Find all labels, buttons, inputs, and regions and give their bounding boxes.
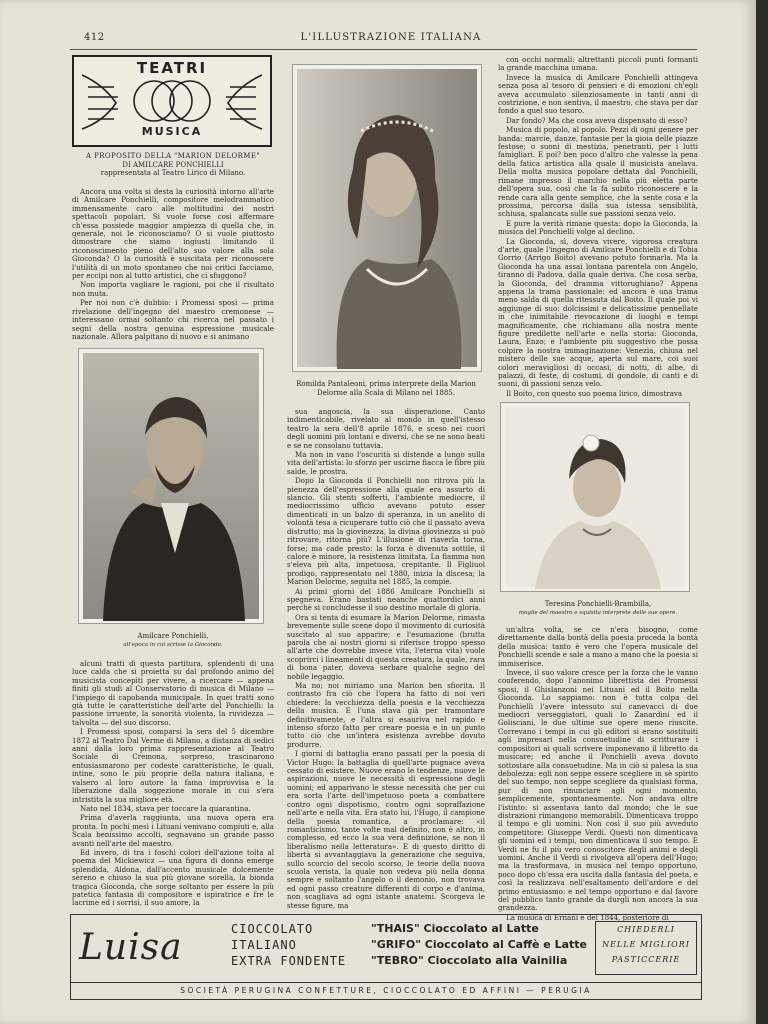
paragraph: Ora si tenta di esumare la Marion Delorme, rimasta brevemente sulle scene dopo il movimento di curiosità suscitato al suo apparire; e l'esumazione (brutta parola che ai nostri giorni si riferisce troppo spesso all'arte che dovrebbe invece vita, l'eterna vita) vuole scoprirci i lineamenti di questa creatura, la quale, rara di bona pater, doveva serbare qualche segno del nobile legaggio. xyxy=(287,612,485,681)
portrait-woman-icon xyxy=(297,69,479,369)
article-subtitle: rappresentata al Teatro Lirico di Milano. xyxy=(100,169,246,178)
paragraph: Invece, il suo valore cresce per la forza che le vanno conferendo, dopo l'anonimo librettista dei Promessi sposi, il Ghislanzoni nei Lituani ed il Boito nella Gioconda. Lo sappiamo: non è tutta colpa del Ponchielli l'avere intessuto sui canevacci di due mediocri verseggiatori, quali lo Zanardini ed il Golisciani, le due ultime sue opere meno riuscite. Correvano i tempi in cui gli editori si erano sostituiti agli impresari nella consuetudine di scritturare i compositori ai quali scrivere imponevano il libretto da musicare; ed anche il Ponchielli aveva dovuto sottostare alla consuetudine. Ma in ciò si palesa la sua debolezza: egli non seppe essere scegliere in sè spirito del suo tempo, non seppe scegliere da qualsiasi forma, pur di non rinunciare agli ogni momento, semplicemente, spontaneamente. Non andava oltre l'istinto: si assentava tanto dal mondo; che le sue distrazioni rimangono memorabili. Dimenticava troppo il tempo e gli uomini. Non così il suo più avveduto competitore: Giuseppe Verdi. Questi non dimenticava gli uomini ed i tempi, non dimenticava il suo tempo. E Verdi ne fu il più vero conoscitore degli animi e degli uomini. Anche il Verdi si rivolgeva all'opera dell'Hugo; ma la trasformava, in musica nel tempo opportuno, poco dopo ch'essa era uscita dalla fantasia del poeta, e così la realizzava nell'esaltamento dell'ardore e del primo entusiasmo: e nel tempo opportuno e dal favore del pubblico tanto grande da durgli non ancora la sua grandezza. xyxy=(498,668,698,913)
pantaleoni-portrait xyxy=(292,64,482,372)
paragraph: Invece la musica di Amilcare Ponchielli attingeva senza posa al tesoro di pensieri e di emozioni ch'egli aveva accumulato silenziosamente in tanti anni di costrizione, e non sentiva, il maestro, che stava per dar fondo a quel suo tesoro. xyxy=(498,72,698,116)
logo-title: TEATRI xyxy=(136,59,208,77)
logo-subtitle: MUSICA xyxy=(141,125,203,138)
caption-title: Teresina Ponchielli-Brambilla, xyxy=(544,600,652,608)
article-title: A PROPOSITO DELLA "MARION DELORME" xyxy=(86,152,260,160)
article-author: DI AMILCARE PONCHIELLI xyxy=(122,160,224,169)
ad-item: "GRIFO" Cioccolato al Caffè e Latte xyxy=(371,938,588,951)
caption-title: Amilcare Ponchielli, xyxy=(137,632,209,640)
portrait-man-icon xyxy=(83,353,261,621)
paragraph: Nato nel 1834, stava per toccare la quarantina. xyxy=(80,803,251,813)
article-heading xyxy=(72,152,274,178)
page-number: 412 xyxy=(84,32,105,43)
header-rule xyxy=(70,49,697,50)
paragraph: La musica di Ernani è del 1844, posteriore di xyxy=(506,912,669,922)
binding-edge xyxy=(756,0,768,1024)
teatri-musica-logo xyxy=(72,55,272,147)
paragraph: Il Boito, con questo suo poema lirico, dimostrava xyxy=(506,388,683,398)
paragraph: sua angoscia, la sua disperazione. Canto indimenticabile, rivelato al mondo in quell'istesso teatro la sera dell'8 aprile 1876, e sceso nei cuori degli uomini più lontani e diversi, che se ne sono beati e se ne consolano tuttavia. xyxy=(287,407,485,450)
paragraph: Ma no; noi miriamo una Marion ben sfiorita. Il contrasto fra ciò che l'opera ha fatto di noi veri chiedere: la vecchiezza della poesia e la vecchiezza della musica. E l'una stava già per tramontare definitivamente, e l'altra si esauriva nel rapido e intenso sforzo fatto per creare poesia e in un punto tutto ciò che un'intera esistenza avrebbe dovuto produrre. xyxy=(287,681,485,749)
column-2 xyxy=(287,408,485,908)
pantaleoni-caption: Romilda Pantaleoni, prima interprete della Marion Delorme alla Scala di Milano nel 1885. xyxy=(296,380,476,397)
brambilla-portrait xyxy=(500,402,690,592)
paragraph: I giorni di battaglia erano passati per la poesia di Victor Hugo: la battaglia di quell'arte pugnace aveva cessato di esistere. Nuove erano le tendenze, nuove le aspirazioni, nuove le necessità di espressione degli uomini; ed apparivano le stesse necessità che per cui era sorta l'arte dell'impetuoso poeta a combattere contro ogni dispotismo, contro ogni sopraffazione nell'arte e nella vita. Era stato lui, l'Hugo, il campione della poesia romantica, a proclamare: «il romanticismo, tante volte mal definito, non è altro, in complesso, ed ecco la sua vera definizione, se non il liberalismo nella letteratura». E di questo diritto di libertà si avvantaggiava la generazione che seguiva, sullo scorcio del secolo scorso, le teorie della nuova scuola verista, la quale non vedeva più nella donna sempre e soltanto l'angelo o il demonio, non trovava ed ogni passo creature differenti di corpo e d'anima, non scagliava ad ogni istante anatemi. Scorgeva le stesse figure, ma xyxy=(287,749,485,910)
ad-product-list xyxy=(371,921,587,969)
caption-subtitle: all'epoca in cui scrisse la Gioconda. xyxy=(123,641,223,648)
ad-footer: SOCIETÀ PERUGINA CONFETTURE, CIOCCOLATO ED AFFINI — PERUGIA xyxy=(71,982,701,995)
ad-product-lines xyxy=(231,921,346,969)
magazine-title: L'ILLUSTRAZIONE ITALIANA xyxy=(300,32,482,43)
paragraph: E pure la verità rimane questa: dopo la Gioconda, la musica del Ponchielli volge al declino. xyxy=(498,218,698,237)
paragraph: Ancora una volta si desta la curiosità intorno all'arte di Amilcare Ponchielli, compositore melodrammatico immensamente caro alle moltitudini dei nostri spettacoli popolari. Si vuole forse così affermare ch'essa possiede maggior ampiezza di quella che, in generale, noi le riconosciamo? O si vuole piuttosto dimostrare che siamo ingiusti limitando il riconoscimento pieno dell'alto suo valore alla sola Gioconda? O la curiosità è suscitata per riconoscere l'utilità di un moto spontaneo che noi critici facciamo, per eccipi non al tutto artistici, che ci sfuggono? xyxy=(72,187,274,281)
paragraph: alcuni tratti di questa partitura, splendenti di una luce calda che si proietta su dal profondo animo del musicista concepiti per vivere, a ricercare — appena finiti gli studi al Conservatorio di musica di Milano — l'impiego di capobanda municipale. In quei tratti sono già tutte le caratteristiche dell'arte del Ponchielli: la passione irruente, la sonorità violenta, la ruvidezza — talvolta — del suo discorso. xyxy=(72,659,274,727)
paragraph: Non importa vagliare le ragioni, poi che il risultato non muta. xyxy=(72,280,274,298)
ad-box-line: CHIEDERLI xyxy=(617,925,675,934)
ad-where-box xyxy=(595,921,697,975)
column-1-bottom xyxy=(72,660,274,906)
ad-box-line: PASTICCERIE xyxy=(611,955,681,964)
ad-item: "THAIS" Cioccolato al Latte xyxy=(371,922,539,935)
paragraph: Dar fondo? Ma che cosa aveva dispensato di esso? xyxy=(506,115,688,125)
portrait-woman-icon xyxy=(505,407,687,589)
page-header xyxy=(84,32,698,50)
paragraph: Ed invero, di tra i foschi colori dell'azione tolta al poema del Mickiewicz — una figura di donna emerge splendida, Aldona, dall'accento musicale dolcemente sereno e chiuso la sua più giovane sorella, la bionda tragica Gioconda, che sorge soltanto per essere la più patetica fantasia di compositore e ispiratrice e fre le lacrime ed i sorrisi, il suo amore, la xyxy=(72,847,274,908)
paragraph: Ai primi giorni del 1886 Amilcare Ponchielli si spegneva. Erano bastati neanche quattordici anni perchè si concludesse il suo destino mortale di gloria. xyxy=(287,586,485,613)
column-3-top xyxy=(498,56,698,396)
caption-subtitle: moglie del maestro e squisita interprete delle sue opere. xyxy=(518,609,678,616)
ad-line: EXTRA FONDENTE xyxy=(231,954,347,968)
paragraph: Dopo la Gioconda il Ponchielli non ritrova più la pienezza dell'espressione alla quale era assurto di slancio. Gli stenti sofferti, l'ambiente mediocre, il mediocrissimo ufficio avevano potuto esser dimenticati in un balzo di speranza, in un anelito di volontà tesa a ricuperare tutto ciò che il passato aveva distrutto; ma la giovinezza, la divina giovinezza si può ritrovare, ritorna più? L'illusione di riaverla torna, forse; ma cade presto: la forza è divenuta sottile, il calore è minore, la resistenza limitata. La fiamma non s'eleva più alta, impetuosa, crepitante. Il Figliuol prodigo, rappresentato nel 1880, inizia la discesa; la Marion Delorme, seguita nel 1885, la compie. xyxy=(287,476,485,587)
brambilla-caption xyxy=(498,600,698,617)
perugina-advertisement xyxy=(70,914,702,1000)
ponchielli-portrait xyxy=(78,348,264,624)
ad-brand-logo: Luisa xyxy=(79,927,183,968)
paragraph: Per noi non c'è dubbio: i Promessi sposi — prima rivelazione dell'ingegno del maestro cremonese — interessano ormai soltanto chi ricerca nel passato i segni della nostra genuina espressione musicale nazionale. Allora palpitano di nuovo e si animano xyxy=(72,298,274,341)
paragraph: Musica di popolo, al popolo. Pezzi di ogni genere per banda: marcie, danze, fantasie per la gioia delle piazze festose; o suoni di mestizia, penetranti, per i lutti famigliari. E poi? ben poco d'altro che valesse la pena della fatica artistica alla quale il musicista anelava. Della molta musica popolare dettata dal Ponchielli, rimane impresso il marchio nella più eletta parte dell'opera sua, così che la fa subito riconoscere e la rende cara alla gente semplice, che la sente cosa e la prossima, percorsa dalla sua istessa sensibilità, schiusa, spalancata sulle sue passioni senza velo. xyxy=(498,125,698,219)
paragraph: La Gioconda, sì, doveva vivere, vigorosa creatura d'arte, quale l'ingegno di Amilcare Ponchielli e di Tobia Gorrio (Arrigo Boito) avevano potuto formarla. Ma la Gioconda ha una assai lontana parentela con Angelo, tiranno di Padova, dalla quale deriva. Che cosa serba, la Gioconda, del dramma vittorughiano? Appena appena la trama passionale: ed ancora è una trama meno salda di quella ritessuta dal Boito. Il quale poi vi aggiunge di suo: dolcissimi e delicatissime pennellate in che inimitabile rievocazione di luoghi e tempi magnificamente, che richiamano alla nostra mente figure predilette nell'arte e nella storia: Gioconda, Laura, Enzo; e l'ambiente più suggestivo che possa colpire la nostra immaginazione: Venezia, chiusa nel mistero delle sue acque, aperta sul mare, coi suoi colori meravigliosi di occasi, di notti, di albe, di palazzi, di feste, di costumi, di gondole, di canti e di suoni, di passioni senza velo. xyxy=(498,236,698,389)
ponchielli-caption xyxy=(72,632,274,649)
paragraph: un'altra volta, se ce n'era bisogno, come direttamente dalla bontà della poesia proceda la bontà della musica: tanto è vero che l'opera musicale del Ponchielli scende e sale a mano a mano che la poesia si immiserisce. xyxy=(498,625,698,668)
ad-item: "TEBRO" Cioccolato alla Vainilia xyxy=(371,954,568,967)
ad-line: CIOCCOLATO xyxy=(231,922,314,936)
column-1-top xyxy=(72,187,274,341)
ad-line: ITALIANO xyxy=(231,938,297,952)
column-3-bottom xyxy=(498,625,698,922)
paragraph: con occhi normali: altrettanti piccoli punti formanti la grande macchina umana. xyxy=(498,55,698,73)
paragraph: Ma non in vano l'oscurità si distende a lungo sulla vita dell'artista: lo sforzo per uscirne fiacca le fibre più salde, le prostra. xyxy=(287,450,485,476)
ad-box-line: NELLE MIGLIORI xyxy=(602,940,690,949)
paragraph: Prima d'averla raggiunta, una nuova opera era pronta. In pochi mesi i Lituani venivano compiuti e, alla Scala benissimo accolti, segnavano un grande passo avanti nell'arte del maestro. xyxy=(72,813,274,848)
paragraph: I Promessi sposi, comparsi la sera del 5 dicembre 1872 al Teatro Dal Verme di Milano, a distanza di sedici anni dalla loro prima rappresentazione al Teatro Sociale di Cremona, sorpreso, trascinarono entusiasmarono per codeste caratteristiche, le quali, intine, sono le più proprie della natura italiana, e valsero al loro autore la fama improvvisa e la liberazione dalla soggezione morale in cui s'era intristita la sua migliore età. xyxy=(72,727,274,804)
